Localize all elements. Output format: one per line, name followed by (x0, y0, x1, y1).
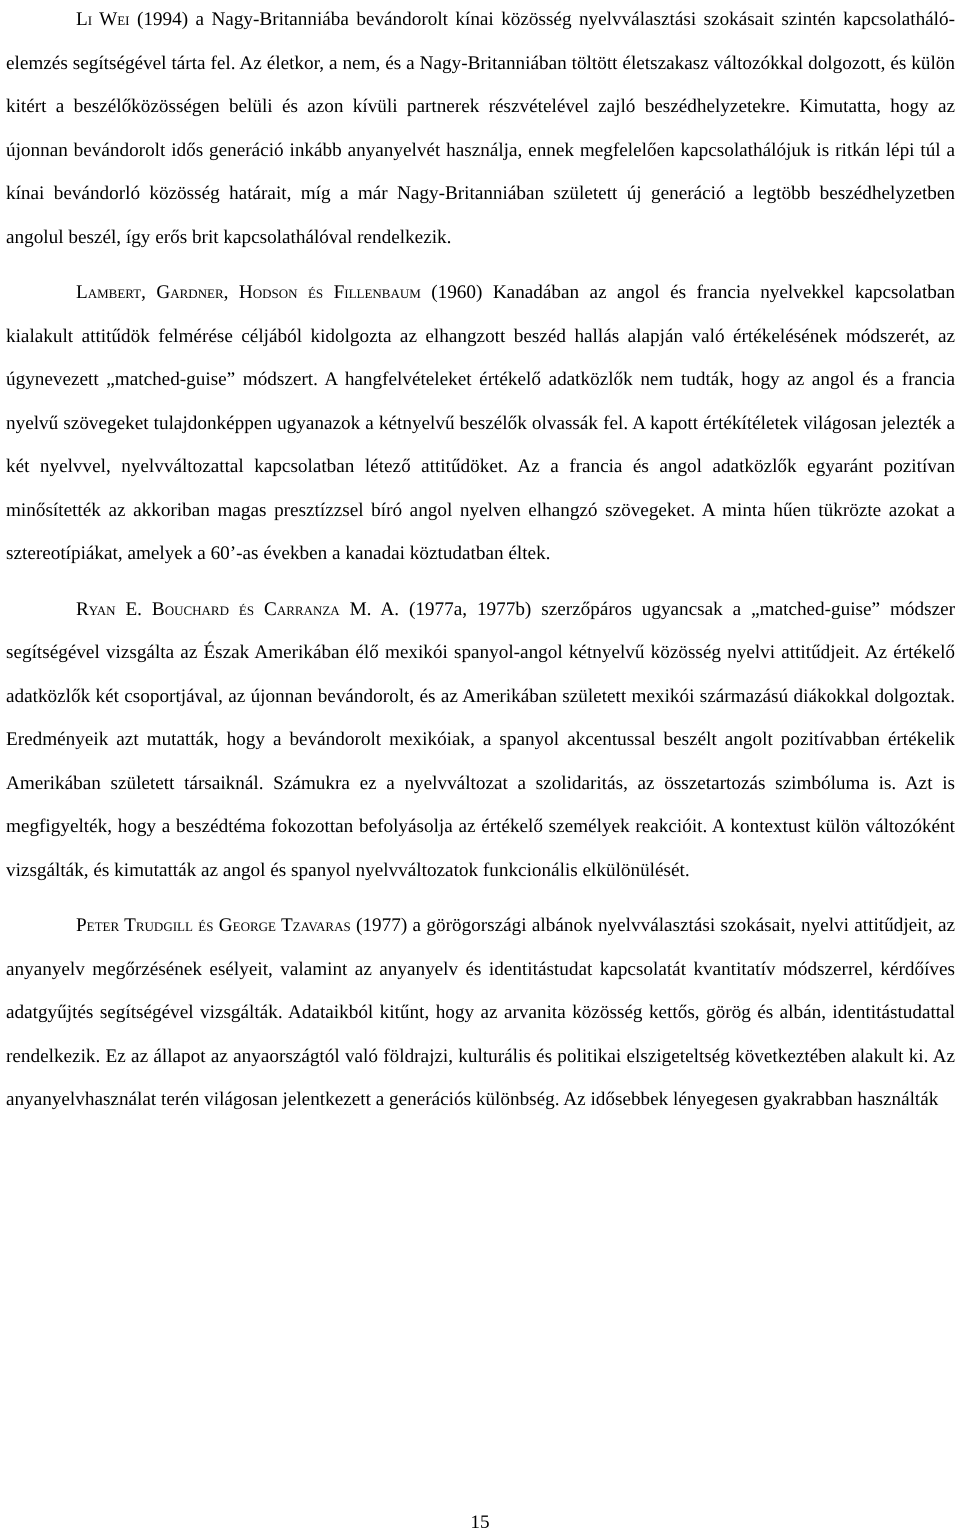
author-name: Peter Trudgill és George Tzavaras (76, 915, 351, 936)
page-number: 15 (470, 1512, 490, 1533)
paragraph-ryan (6, 588, 955, 893)
paragraph-lambert (6, 271, 955, 576)
paragraph-text: (1994) a Nagy-Britanniába bevándorolt kínai közösség nyelvválasztási szokásait szintén kapcsolatháló-elemzés segítségével tárta fel. Az életkor, a nem, és a Nagy-Britanniában töltött életszakasz változókkal dolgozott, és külön kitért a beszélőközösségen belüli és azon kívüli partnerek részvételével zajló beszédhelyzetekre. Kimutatta, hogy az újonnan bevándorolt idős generáció inkább anyanyelvét használja, ennek megfelelően kapcsolathálójuk is ritkán lépi túl a kínai bevándorló közösség határait, míg a már Nagy-Britanniában született új generáció a legtöbb beszédhelyzetben angolul beszél, így erős brit kapcsolathálóval rendelkezik. (6, 9, 955, 248)
author-name: Li Wei (76, 9, 130, 30)
author-name: Ryan E. Bouchard és Carranza M. A. (76, 598, 400, 620)
document-page (6, 0, 955, 1122)
paragraph-li-wei (6, 0, 955, 259)
paragraph-text: (1977a, 1977b) szerzőpáros ugyancsak a „matched-guise” módszer segítségével vizsgálta az Észak Amerikában élő mexikói spanyol-angol kétnyelvű közösség nyelvi attitűdjeit. Az értékelő adatközlők két csoportjával, az újonnan bevándorolt, és az Amerikában született mexikói származású diákokkal dolgoztak. Eredményeik azt mutatták, hogy a bevándorolt mexikóiak, a spanyol akcentussal beszélt angolt pozitívabban értékelik Amerikában született társaiknál. Számukra ez a nyelvváltozat a szolidaritás, az összetartozás szimbóluma is. Azt is megfigyelték, hogy a beszédtéma fokozottan befolyásolja az értékelő személyek reakcióit. A kontextust külön változóként vizsgálták, és kimutatták az angol és spanyol nyelvváltozatok funkcionális elkülönülését. (6, 598, 955, 881)
paragraph-trudgill (6, 904, 955, 1122)
author-name: Lambert, Gardner, Hodson és Fillenbaum (76, 282, 421, 303)
paragraph-text: (1960) Kanadában az angol és francia nyelvekkel kapcsolatban kialakult attitűdök felmérése céljából kidolgozta az elhangzott beszéd hallás alapján való értékelésének módszerét, az úgynevezett „matched-guise” módszert. A hangfelvételeket értékelő adatközlők nem tudták, hogy az angol és a francia nyelvű szövegeket tulajdonképpen ugyanazok a kétnyelvű beszélők olvassák fel. A kapott értékítéletek világosan jelezték a két nyelvvel, nyelvváltozattal kapcsolatban létező attitűdöket. Az a francia és angol adatközlők egyaránt pozitívan minősítették az akkoriban magas presztízzsel bíró angol nyelven elhangzó szövegeket. A minta hűen tükrözte azokat a sztereotípiákat, amelyek a 60’-as években a kanadai köztudatban éltek. (6, 282, 955, 564)
paragraph-text: (1977) a görögországi albánok nyelvválasztási szokásait, nyelvi attitűdjeit, az anyanyelv megőrzésének esélyeit, valamint az anyanyelv és identitástudat kapcsolatát kvantitatív módszerrel, kérdőíves adatgyűjtés segítségével vizsgálták. Adataikból kitűnt, hogy az arvanita közösség kettős, görög és albán, identitástudattal rendelkezik. Ez az állapot az anyaországtól való földrajzi, kulturális és politikai elszigeteltség következtében alakult ki. Az anyanyelvhasználat terén világosan jelentkezett a generációs különbség. Az idősebbek lényegesen gyakrabban használták (6, 915, 955, 1110)
